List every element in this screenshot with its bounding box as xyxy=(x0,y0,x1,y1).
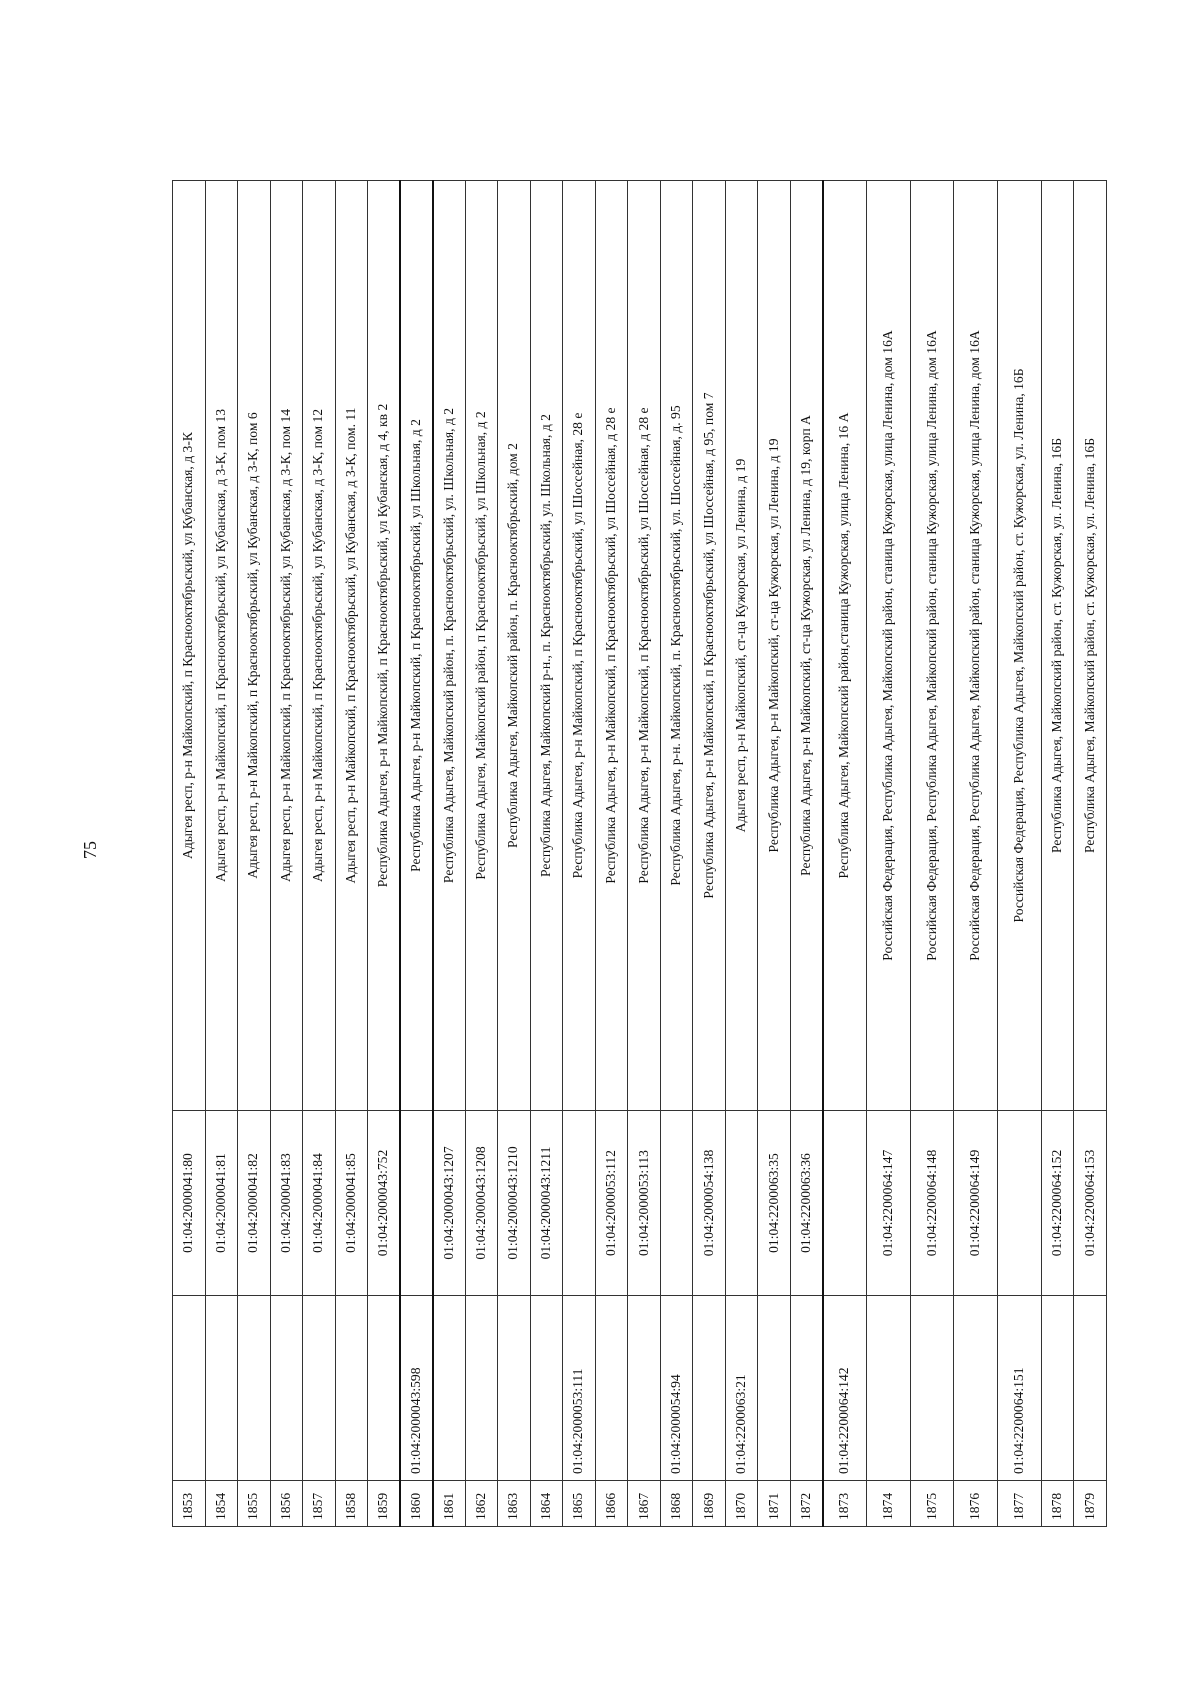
address-cell: Республика Адыгея, Майкопский р-н., п. Краснооктябрьский, ул. Школьная, д 2 xyxy=(530,181,563,1111)
address-cell: Республика Адыгея, Майкопский район, ст. Кужорская, ул. Ленина, 16Б xyxy=(1074,181,1107,1111)
table-row xyxy=(725,181,758,1527)
address-cell: Адыгея респ, р-н Майкопский, п Краснооктябрьский, ул Кубанская, д 3-К, пом. 11 xyxy=(335,181,368,1111)
table-row xyxy=(867,181,911,1527)
row-number-cell: 1863 xyxy=(498,1481,531,1527)
parent-cadastral-number-cell: 01:04:2200064:151 xyxy=(998,1296,1042,1481)
cadastral-number-cell xyxy=(725,1111,758,1296)
row-number-cell: 1869 xyxy=(693,1481,726,1527)
table-row xyxy=(173,181,206,1527)
address-cell: Адыгея респ, р-н Майкопский, п Краснооктябрьский, ул Кубанская, д 3-К, пом 14 xyxy=(270,181,303,1111)
parent-cadastral-number-cell: 01:04:2200064:142 xyxy=(823,1296,867,1481)
row-number-cell: 1873 xyxy=(823,1481,867,1527)
row-number-cell: 1879 xyxy=(1074,1481,1107,1527)
table-row xyxy=(660,181,693,1527)
table-row xyxy=(465,181,498,1527)
address-cell: Республика Адыгея, р-н Майкопский, п Краснооктябрьский, ул Шоссейная, д 95, пом 7 xyxy=(693,181,726,1111)
table-row xyxy=(910,181,954,1527)
cadastral-number-cell xyxy=(400,1111,433,1296)
row-number-cell: 1875 xyxy=(910,1481,954,1527)
row-number-cell: 1855 xyxy=(238,1481,271,1527)
address-cell: Российская Федерация, Республика Адыгея, Майкопский район, станица Кужорская, улица Ленина, дом 16А xyxy=(954,181,998,1111)
cadastral-number-cell: 01:04:2200064:153 xyxy=(1074,1111,1107,1296)
parent-cadastral-number-cell xyxy=(433,1296,466,1481)
cadastral-number-cell: 01:04:2200064:152 xyxy=(1041,1111,1074,1296)
table-row xyxy=(433,181,466,1527)
address-cell: Республика Адыгея, р-н Майкопский, ст-ца Кужорская, ул Ленина, д 19, корп А xyxy=(790,181,823,1111)
table-row xyxy=(1041,181,1074,1527)
table-row xyxy=(205,181,238,1527)
cadastral-number-cell: 01:04:2000054:138 xyxy=(693,1111,726,1296)
table-row xyxy=(595,181,628,1527)
cadastral-number-cell: 01:04:2000041:84 xyxy=(303,1111,336,1296)
table-row xyxy=(628,181,661,1527)
address-cell: Российская Федерация, Республика Адыгея, Майкопский район, станица Кужорская, улица Ленина, дом 16А xyxy=(867,181,911,1111)
cadastral-number-cell: 01:04:2200063:36 xyxy=(790,1111,823,1296)
parent-cadastral-number-cell xyxy=(368,1296,401,1481)
address-cell: Адыгея респ, р-н Майкопский, п Краснооктябрьский, ул Кубанская, д 3-К xyxy=(173,181,206,1111)
parent-cadastral-number-cell: 01:04:2200063:21 xyxy=(725,1296,758,1481)
row-number-cell: 1865 xyxy=(563,1481,596,1527)
row-number-cell: 1874 xyxy=(867,1481,911,1527)
table-row xyxy=(335,181,368,1527)
cadastral-number-cell xyxy=(998,1111,1042,1296)
table-row xyxy=(303,181,336,1527)
row-number-cell: 1859 xyxy=(368,1481,401,1527)
rotated-table-container xyxy=(172,181,1107,1527)
address-cell: Республика Адыгея, р-н. Майкопский, п. Краснооктябрьский, ул. Шоссейная, д. 95 xyxy=(660,181,693,1111)
cadastral-number-cell: 01:04:2200063:35 xyxy=(758,1111,791,1296)
address-cell: Республика Адыгея, р-н Майкопский, п Краснооктябрьский, ул Кубанская, д 4, кв 2 xyxy=(368,181,401,1111)
parent-cadastral-number-cell xyxy=(1041,1296,1074,1481)
parent-cadastral-number-cell xyxy=(498,1296,531,1481)
cadastral-number-cell: 01:04:2000043:1211 xyxy=(530,1111,563,1296)
cadastral-number-cell xyxy=(563,1111,596,1296)
table-row xyxy=(998,181,1042,1527)
table-row xyxy=(530,181,563,1527)
table-row xyxy=(823,181,867,1527)
row-number-cell: 1876 xyxy=(954,1481,998,1527)
parent-cadastral-number-cell xyxy=(954,1296,998,1481)
address-cell: Республика Адыгея, Майкопский район,станица Кужорская, улица Ленина, 16 А xyxy=(823,181,867,1111)
page-number: 75 xyxy=(80,841,100,859)
parent-cadastral-number-cell xyxy=(867,1296,911,1481)
address-cell: Республика Адыгея, р-н Майкопский, п Краснооктябрьский, ул Шоссейная, д 28 е xyxy=(595,181,628,1111)
parent-cadastral-number-cell xyxy=(303,1296,336,1481)
row-number-cell: 1872 xyxy=(790,1481,823,1527)
row-number-cell: 1867 xyxy=(628,1481,661,1527)
table-row xyxy=(1074,181,1107,1527)
address-cell: Адыгея респ, р-н Майкопский, п Краснооктябрьский, ул Кубанская, д 3-К, пом 12 xyxy=(303,181,336,1111)
cadastral-number-cell: 01:04:2200064:149 xyxy=(954,1111,998,1296)
table-row xyxy=(563,181,596,1527)
table-row xyxy=(693,181,726,1527)
address-cell: Российская Федерация, Республика Адыгея, Майкопский район, станица Кужорская, улица Ленина, дом 16А xyxy=(910,181,954,1111)
row-number-cell: 1858 xyxy=(335,1481,368,1527)
cadastral-number-cell: 01:04:2000043:1208 xyxy=(465,1111,498,1296)
cadastral-number-cell: 01:04:2000041:80 xyxy=(173,1111,206,1296)
parent-cadastral-number-cell xyxy=(790,1296,823,1481)
row-number-cell: 1857 xyxy=(303,1481,336,1527)
row-number-cell: 1853 xyxy=(173,1481,206,1527)
address-cell: Республика Адыгея, Майкопский район, п. Краснооктябрьский, дом 2 xyxy=(498,181,531,1111)
parent-cadastral-number-cell xyxy=(335,1296,368,1481)
parent-cadastral-number-cell xyxy=(238,1296,271,1481)
parent-cadastral-number-cell xyxy=(205,1296,238,1481)
cadastral-number-cell: 01:04:2000053:113 xyxy=(628,1111,661,1296)
address-cell: Республика Адыгея, р-н Майкопский, п Краснооктябрьский, ул Школьная, д 2 xyxy=(400,181,433,1111)
parent-cadastral-number-cell xyxy=(628,1296,661,1481)
row-number-cell: 1868 xyxy=(660,1481,693,1527)
table-row xyxy=(270,181,303,1527)
address-cell: Республика Адыгея, Майкопский район, ст. Кужорская, ул. Ленина, 16Б xyxy=(1041,181,1074,1111)
row-number-cell: 1877 xyxy=(998,1481,1042,1527)
table-row xyxy=(400,181,433,1527)
cadastral-number-cell xyxy=(660,1111,693,1296)
row-number-cell: 1870 xyxy=(725,1481,758,1527)
table-row xyxy=(954,181,998,1527)
row-number-cell: 1866 xyxy=(595,1481,628,1527)
address-cell: Российская Федерация, Республика Адыгея, Майкопский район, ст. Кужорская, ул. Ленина, 16Б xyxy=(998,181,1042,1111)
cadastral-number-cell: 01:04:2000041:81 xyxy=(205,1111,238,1296)
parent-cadastral-number-cell xyxy=(1074,1296,1107,1481)
table-row xyxy=(368,181,401,1527)
address-cell: Адыгея респ, р-н Майкопский, п Краснооктябрьский, ул Кубанская, д 3-К, пом 13 xyxy=(205,181,238,1111)
table-row xyxy=(790,181,823,1527)
cadastral-number-cell: 01:04:2200064:147 xyxy=(867,1111,911,1296)
row-number-cell: 1871 xyxy=(758,1481,791,1527)
row-number-cell: 1878 xyxy=(1041,1481,1074,1527)
row-number-cell: 1862 xyxy=(465,1481,498,1527)
address-cell: Республика Адыгея, р-н Майкопский, п Краснооктябрьский, ул Шоссейная, 28 е xyxy=(563,181,596,1111)
register-body xyxy=(173,181,1107,1527)
row-number-cell: 1864 xyxy=(530,1481,563,1527)
parent-cadastral-number-cell: 01:04:2000043:598 xyxy=(400,1296,433,1481)
table-row xyxy=(498,181,531,1527)
row-number-cell: 1856 xyxy=(270,1481,303,1527)
address-cell: Республика Адыгея, р-н Майкопский, п Краснооктябрьский, ул Шоссейная, д 28 е xyxy=(628,181,661,1111)
parent-cadastral-number-cell xyxy=(595,1296,628,1481)
parent-cadastral-number-cell: 01:04:2000053:111 xyxy=(563,1296,596,1481)
row-number-cell: 1854 xyxy=(205,1481,238,1527)
cadastral-number-cell: 01:04:2000041:85 xyxy=(335,1111,368,1296)
table-row xyxy=(238,181,271,1527)
cadastral-number-cell: 01:04:2000043:1210 xyxy=(498,1111,531,1296)
parent-cadastral-number-cell xyxy=(693,1296,726,1481)
parent-cadastral-number-cell xyxy=(173,1296,206,1481)
cadastral-register-table xyxy=(172,180,1107,1527)
address-cell: Республика Адыгея, Майкопский район, п. Краснооктябрьский, ул. Школьная, д 2 xyxy=(433,181,466,1111)
parent-cadastral-number-cell xyxy=(530,1296,563,1481)
address-cell: Адыгея респ, р-н Майкопский, п Краснооктябрьский, ул Кубанская, д 3-К, пом 6 xyxy=(238,181,271,1111)
parent-cadastral-number-cell xyxy=(465,1296,498,1481)
cadastral-number-cell: 01:04:2000041:82 xyxy=(238,1111,271,1296)
cadastral-number-cell xyxy=(823,1111,867,1296)
address-cell: Республика Адыгея, Майкопский район, п Краснооктябрьский, ул Школьная, д 2 xyxy=(465,181,498,1111)
parent-cadastral-number-cell: 01:04:2000054:94 xyxy=(660,1296,693,1481)
cadastral-number-cell: 01:04:2000043:1207 xyxy=(433,1111,466,1296)
parent-cadastral-number-cell xyxy=(270,1296,303,1481)
cadastral-number-cell: 01:04:2000043:752 xyxy=(368,1111,401,1296)
cadastral-number-cell: 01:04:2000041:83 xyxy=(270,1111,303,1296)
cadastral-number-cell: 01:04:2000053:112 xyxy=(595,1111,628,1296)
address-cell: Республика Адыгея, р-н Майкопский, ст-ца Кужорская, ул Ленина, д 19 xyxy=(758,181,791,1111)
table-row xyxy=(758,181,791,1527)
row-number-cell: 1860 xyxy=(400,1481,433,1527)
parent-cadastral-number-cell xyxy=(910,1296,954,1481)
parent-cadastral-number-cell xyxy=(758,1296,791,1481)
address-cell: Адыгея респ, р-н Майкопский, ст-ца Кужорская, ул Ленина, д 19 xyxy=(725,181,758,1111)
row-number-cell: 1861 xyxy=(433,1481,466,1527)
cadastral-number-cell: 01:04:2200064:148 xyxy=(910,1111,954,1296)
